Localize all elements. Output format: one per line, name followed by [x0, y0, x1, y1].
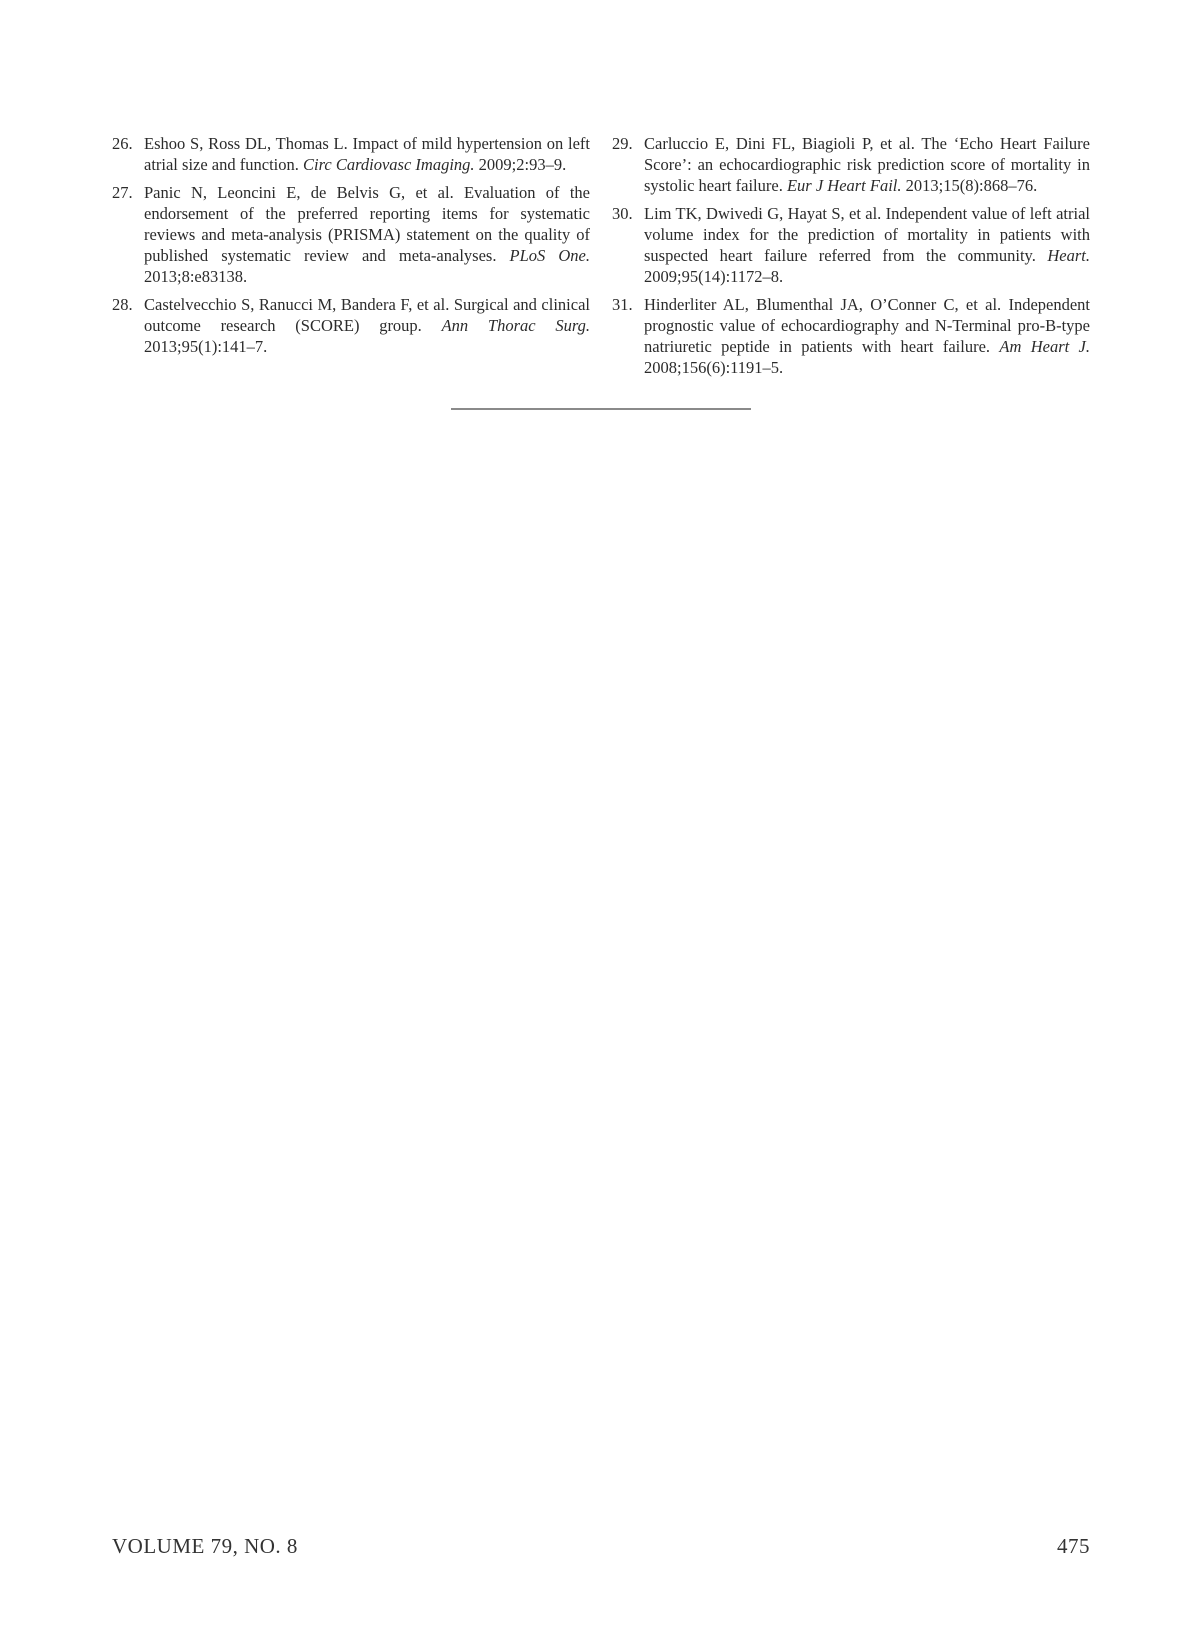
reference-journal: Circ Cardiovasc Imaging.: [302, 155, 475, 174]
reference-number: 28.: [112, 295, 133, 314]
reference-citation: 2009;95(14):1172–8.: [644, 267, 784, 286]
reference-journal: Eur J Heart Fail.: [786, 176, 902, 195]
footer-volume-label: VOLUME 79, NO. 8: [112, 1534, 298, 1558]
reference-citation: 2013;95(1):141–7.: [144, 337, 268, 356]
reference-journal: PLoS One.: [509, 246, 590, 265]
reference-journal: Am Heart J.: [999, 337, 1090, 356]
references-column-right: [612, 133, 1090, 385]
reference-text: Carluccio E, Dini FL, Biagioli P, et al. The ‘Echo Heart Failure Score’: an echocardiographic risk prediction score of mortality in systolic heart failure.: [644, 134, 1090, 195]
reference-number: 29.: [612, 134, 633, 153]
reference-number: 27.: [112, 183, 133, 202]
reference-number: 30.: [612, 204, 633, 223]
reference-journal: Heart.: [1047, 246, 1090, 265]
references-column-left: [112, 133, 590, 364]
reference-citation: 2008;156(6):1191–5.: [644, 358, 784, 377]
reference-citation: 2013;15(8):868–76.: [901, 176, 1038, 195]
reference-text: Hinderliter AL, Blumenthal JA, O’Conner C, et al. Independent prognostic value of echocardiography and N-Terminal pro-B-type natriuretic peptide in patients with heart failure.: [644, 295, 1090, 356]
reference-text: Castelvecchio S, Ranucci M, Bandera F, et al. Surgical and clinical outcome research (SCORE) group.: [144, 295, 590, 335]
reference-text: Eshoo S, Ross DL, Thomas L. Impact of mild hypertension on left atrial size and function.: [144, 134, 590, 174]
reference-27: [112, 182, 590, 287]
reference-citation: 2009;2:93–9.: [474, 155, 567, 174]
reference-31: [612, 294, 1090, 378]
reference-number: 26.: [112, 134, 133, 153]
reference-text: Panic N, Leoncini E, de Belvis G, et al. Evaluation of the endorsement of the preferred reporting items for systematic reviews and meta-analysis (PRISMA) statement on the quality of published systematic review and meta-analyses.: [144, 183, 590, 265]
reference-28: [112, 294, 590, 357]
reference-number: 31.: [612, 295, 633, 314]
section-divider: [451, 408, 751, 410]
reference-26: [112, 133, 590, 175]
footer-page-number: 475: [1057, 1534, 1090, 1558]
reference-text: Lim TK, Dwivedi G, Hayat S, et al. Independent value of left atrial volume index for the prediction of mortality in patients with suspected heart failure referred from the community.: [644, 204, 1090, 265]
reference-journal: Ann Thorac Surg.: [441, 316, 590, 335]
reference-29: [612, 133, 1090, 196]
reference-30: [612, 203, 1090, 287]
reference-citation: 2013;8:e83138.: [144, 267, 248, 286]
